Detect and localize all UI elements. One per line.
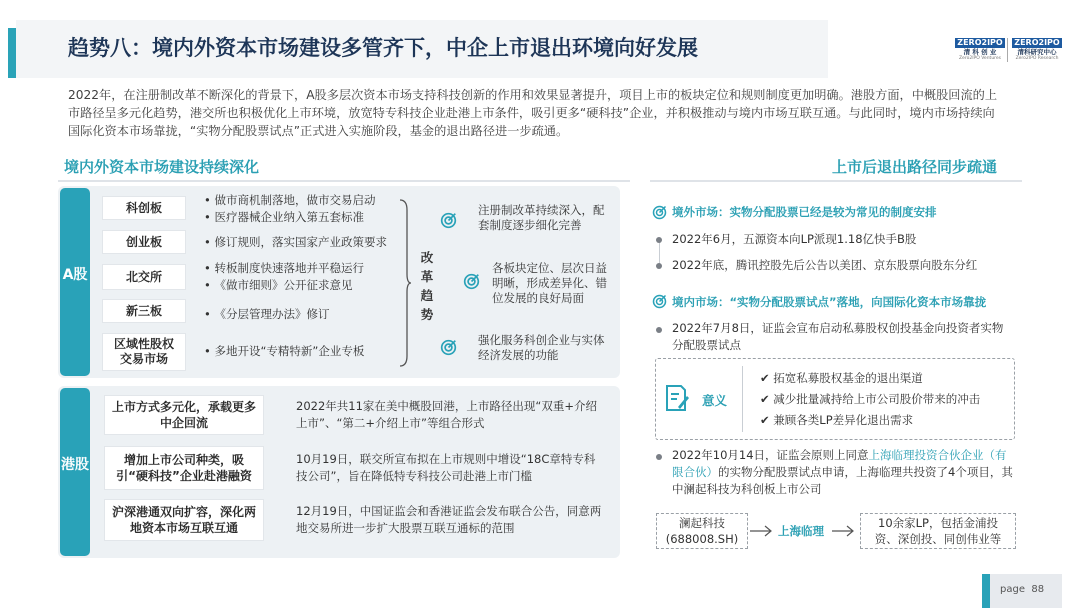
right-section-title: 上市后退出路径同步疏通 xyxy=(832,158,998,176)
overseas-event-2: 2022年底，腾讯控股先后公告以美团、京东股票向股东分红 xyxy=(672,258,978,272)
bullet-bse-1: • 转板制度快速落地并平稳运行 xyxy=(204,261,364,275)
target-icon xyxy=(440,212,457,229)
arrow-right-icon xyxy=(832,525,856,537)
arrow-right-icon xyxy=(750,525,774,537)
overseas-event-1: 2022年6月，五源资本向LP派现1.18亿快手B股 xyxy=(672,232,917,246)
reform-trend-label: 改革趋势 xyxy=(420,250,434,322)
flow-box-montage: 澜起科技 (688008.SH) xyxy=(656,513,748,549)
left-section-title: 境内外资本市场建设持续深化 xyxy=(64,158,260,176)
trend-1: 注册制改革持续深入，配套制度逐步细化完善 xyxy=(478,203,605,232)
hk-item-label-3: 沪深港通双向扩容，深化两地资本市场互联互通 xyxy=(104,499,264,541)
right-section-line xyxy=(650,180,1022,182)
hk-item-label-2: 增加上市公司种类，吸引“硬科技”企业赴港融资 xyxy=(104,446,264,490)
meaning-item-1: ✔ 拓宽私募股权基金的退出渠道 xyxy=(760,371,923,385)
bullet-regional-1: • 多地开设“专精特新”企业专板 xyxy=(204,344,365,358)
page-accent-bar xyxy=(982,574,990,608)
hk-share-tab: 港股 xyxy=(60,388,90,556)
highlight-fund-name: 上海临理投资合伙企业（有限合伙） xyxy=(672,448,1007,479)
timeline-dot xyxy=(656,454,662,460)
domestic-event-2: 2022年10月14日，证监会原则上同意上海临理投资合伙企业（有限合伙）的实物分配股票试点申请，上海临理共投资了4个项目，其中澜起科技为科创板上市公司 xyxy=(672,448,1013,496)
bullet-star-2: • 医疗器械企业纳入第五套标准 xyxy=(204,210,364,224)
meaning-divider xyxy=(742,366,743,432)
bullet-star-1: • 做市商机制落地，做市交易启动 xyxy=(204,193,376,207)
page-number: page 88 xyxy=(1000,584,1045,595)
board-star-market: 科创板 xyxy=(102,196,186,220)
board-bse: 北交所 xyxy=(102,264,186,290)
bullet-neeq-1: • 《分层管理办法》修订 xyxy=(204,307,330,321)
reform-brace xyxy=(398,198,412,368)
domestic-event-1: 2022年7月8日，证监会宣布启动私募股权创投基金向投资者实物分配股票试点 xyxy=(672,321,1004,352)
zero2ipo-ventures-logo: ZERO2IPO 清 科 创 业 Zero2IPO Ventures xyxy=(955,38,1005,62)
timeline-dot xyxy=(656,327,662,333)
target-icon xyxy=(440,339,457,356)
timeline-dot xyxy=(656,237,662,243)
board-neeq: 新三板 xyxy=(102,299,186,323)
hk-item-text-2: 10月19日，联交所宣布拟在上市规则中增设“18C章特专科技公司”，旨在降低特专科技公司赴港上市门槛 xyxy=(296,452,596,483)
target-icon xyxy=(463,273,480,290)
title-accent-bar xyxy=(8,28,16,78)
target-icon xyxy=(652,294,667,309)
trend-2: 各板块定位、层次日益明晰，形成差异化、错位发展的良好局面 xyxy=(492,261,607,305)
domestic-heading: 境内市场：“实物分配股票试点”落地，向国际化资本市场靠拢 xyxy=(672,295,987,309)
meaning-item-2: ✔ 减少批量减持给上市公司股价带来的冲击 xyxy=(760,392,981,406)
board-regional-equity: 区域性股权交易市场 xyxy=(102,333,186,371)
page-title: 趋势八：境内外资本市场建设多管齐下，中企上市退出环境向好发展 xyxy=(68,36,698,60)
logo-divider xyxy=(1007,38,1008,62)
flow-shanghai-linli: 上海临理 xyxy=(778,524,824,538)
hk-item-text-3: 12月19日，中国证监会和香港证监会发布联合公告，同意两地交易所进一步扩大股票互联互通标的范围 xyxy=(296,504,602,535)
board-chinext: 创业板 xyxy=(102,230,186,254)
flow-box-lps: 10余家LP，包括金浦投资、深创投、同创伟业等 xyxy=(860,513,1016,549)
hk-item-text-1: 2022年共11家在美中概股回港，上市路径出现“双重+介绍上市”、“第二+介绍上市”等组合形式 xyxy=(296,399,597,430)
trend-3: 强化服务科创企业与实体经济发展的功能 xyxy=(478,333,605,362)
meaning-item-3: ✔ 兼顾各类LP差异化退出需求 xyxy=(760,413,914,427)
left-section-line xyxy=(58,180,630,182)
target-icon xyxy=(652,205,667,220)
document-edit-icon xyxy=(664,384,690,412)
meaning-label: 意义 xyxy=(702,393,728,408)
hk-item-label-1: 上市方式多元化，承载更多中企回流 xyxy=(104,395,264,435)
bullet-bse-2: • 《做市细则》公开征求意见 xyxy=(204,278,353,292)
intro-paragraph: 2022年，在注册制改革不断深化的背景下，A股多层次资本市场支持科技创新的作用和效果显著提升，项目上市的板块定位和规则制度更加明确。港股方面，中概股回流的上市路径呈多元化趋势，港交所也积极优化上市环境，放宽特专科技企业赴港上市条件，吸引更多“硬科技”企业，并积极推动与境内市场互联互通。与此同时，境内市场持续向国际化资本市场靠拢，“实物分配股票试点”正式进入实施阶段，基金的退出路径进一步疏通。 xyxy=(68,88,998,138)
overseas-heading: 境外市场：实物分配股票已经是较为常见的制度安排 xyxy=(672,205,937,219)
a-share-tab: A股 xyxy=(60,188,90,376)
bullet-chinext-1: • 修订规则，落实国家产业政策要求 xyxy=(204,235,387,249)
zero2ipo-research-logo: ZERO2IPO 清科研究中心 Zero2IPO Research xyxy=(1012,38,1062,62)
timeline-dot xyxy=(656,263,662,269)
